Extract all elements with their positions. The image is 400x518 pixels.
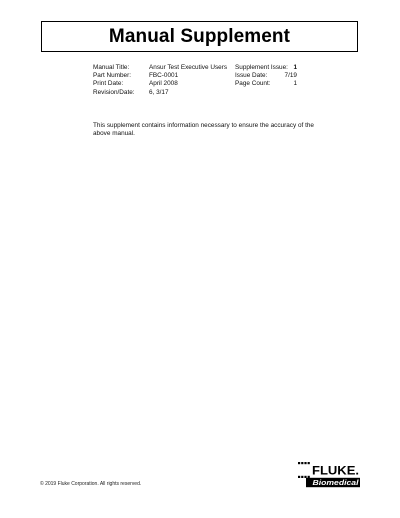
page-count-value: 1 — [293, 80, 297, 88]
supplement-issue-label: Supplement Issue: — [235, 64, 288, 71]
title-box — [41, 21, 358, 52]
fluke-biomedical-logo — [298, 462, 360, 488]
revision-date-value: 6, 3/17 — [149, 88, 169, 96]
manual-title-label: Manual Title: — [93, 64, 130, 71]
document-title: Manual Supplement — [108, 25, 291, 47]
supplement-issue-value: 1 — [293, 64, 297, 71]
page-count-label: Page Count: — [235, 80, 271, 88]
part-number-value: FBC-0001 — [149, 72, 179, 80]
meta-right-values — [270, 64, 297, 89]
issue-date-value: 7/19 — [284, 72, 297, 80]
svg-text:Biomedical: Biomedical — [312, 478, 360, 488]
supplement-description: This supplement contains information necessary to ensure the accuracy of the above manual. — [93, 122, 314, 138]
revision-date-label: Revision/Date: — [93, 88, 135, 96]
meta-left-values — [149, 64, 227, 97]
part-number-label: Part Number: — [93, 72, 132, 80]
issue-date-label: Issue Date: — [235, 72, 268, 80]
print-date-label: Print Date: — [93, 80, 124, 88]
manual-title-value: Ansur Test Executive Users — [149, 64, 228, 71]
copyright-notice: © 2019 Fluke Corporation. All rights reserved. — [40, 481, 142, 487]
print-date-value: April 2008 — [149, 80, 178, 88]
svg-text:FLUKE.: FLUKE. — [312, 463, 359, 478]
meta-left-labels — [93, 64, 135, 97]
